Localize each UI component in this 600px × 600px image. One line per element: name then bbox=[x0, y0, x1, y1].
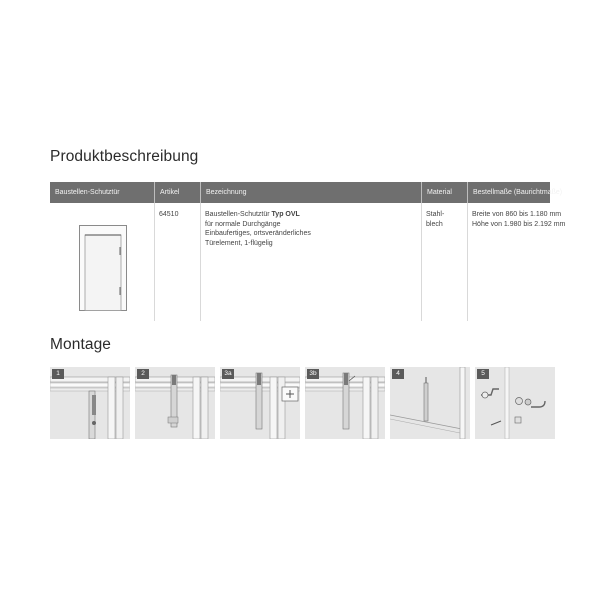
step-number-badge: 3b bbox=[307, 369, 319, 379]
mounting-step-3a bbox=[220, 367, 300, 439]
order-size-cell bbox=[467, 210, 600, 229]
designation-line-4: Türelement, 1-flügelig bbox=[205, 239, 273, 247]
mounting-heading: Montage bbox=[50, 336, 112, 353]
step-number-badge: 3a bbox=[222, 369, 234, 379]
table-row bbox=[50, 203, 566, 323]
step-number-badge: 4 bbox=[392, 369, 404, 379]
mounting-steps bbox=[0, 367, 600, 439]
mounting-step-2 bbox=[135, 367, 215, 439]
order-size-height: Höhe von 1.980 bis 2.192 mm bbox=[472, 220, 566, 228]
designation-line-3: Einbaufertiges, ortsveränderliches bbox=[205, 230, 311, 237]
order-size-width: Breite von 860 bis 1.180 mm bbox=[472, 211, 562, 218]
designation-type: Typ OVL bbox=[271, 211, 300, 218]
mounting-step-4 bbox=[390, 367, 470, 439]
col-header-material: Material bbox=[421, 182, 467, 203]
door-product-image bbox=[79, 225, 127, 311]
designation-line-2: für normale Durchgänge bbox=[205, 220, 281, 228]
table-header bbox=[50, 182, 563, 203]
step-number-badge: 1 bbox=[52, 369, 64, 379]
mounting-step-1 bbox=[50, 367, 130, 439]
col-header-product: Baustellen-Schutztür bbox=[55, 189, 120, 196]
col-header-designation: Bezeichnung bbox=[200, 182, 421, 203]
designation-line-1 bbox=[205, 210, 421, 220]
mounting-step-5 bbox=[475, 367, 555, 439]
designation-prefix: Baustellen-Schutztür bbox=[205, 211, 272, 218]
designation-cell bbox=[200, 210, 421, 248]
material-line-1: Stahl- bbox=[426, 211, 445, 218]
material-cell bbox=[421, 210, 467, 229]
step-number-badge: 2 bbox=[137, 369, 149, 379]
product-description-heading: Produktbeschreibung bbox=[50, 148, 199, 165]
material-line-2: blech bbox=[426, 220, 443, 228]
column-divider bbox=[154, 203, 155, 321]
step-number-badge: 5 bbox=[477, 369, 489, 379]
mounting-step-3b bbox=[305, 367, 385, 439]
col-header-order-size: Bestellmaße (Baurichtmaße) bbox=[467, 182, 600, 203]
col-header-article: Artikel bbox=[154, 182, 200, 203]
article-number: 64510 bbox=[159, 211, 179, 218]
